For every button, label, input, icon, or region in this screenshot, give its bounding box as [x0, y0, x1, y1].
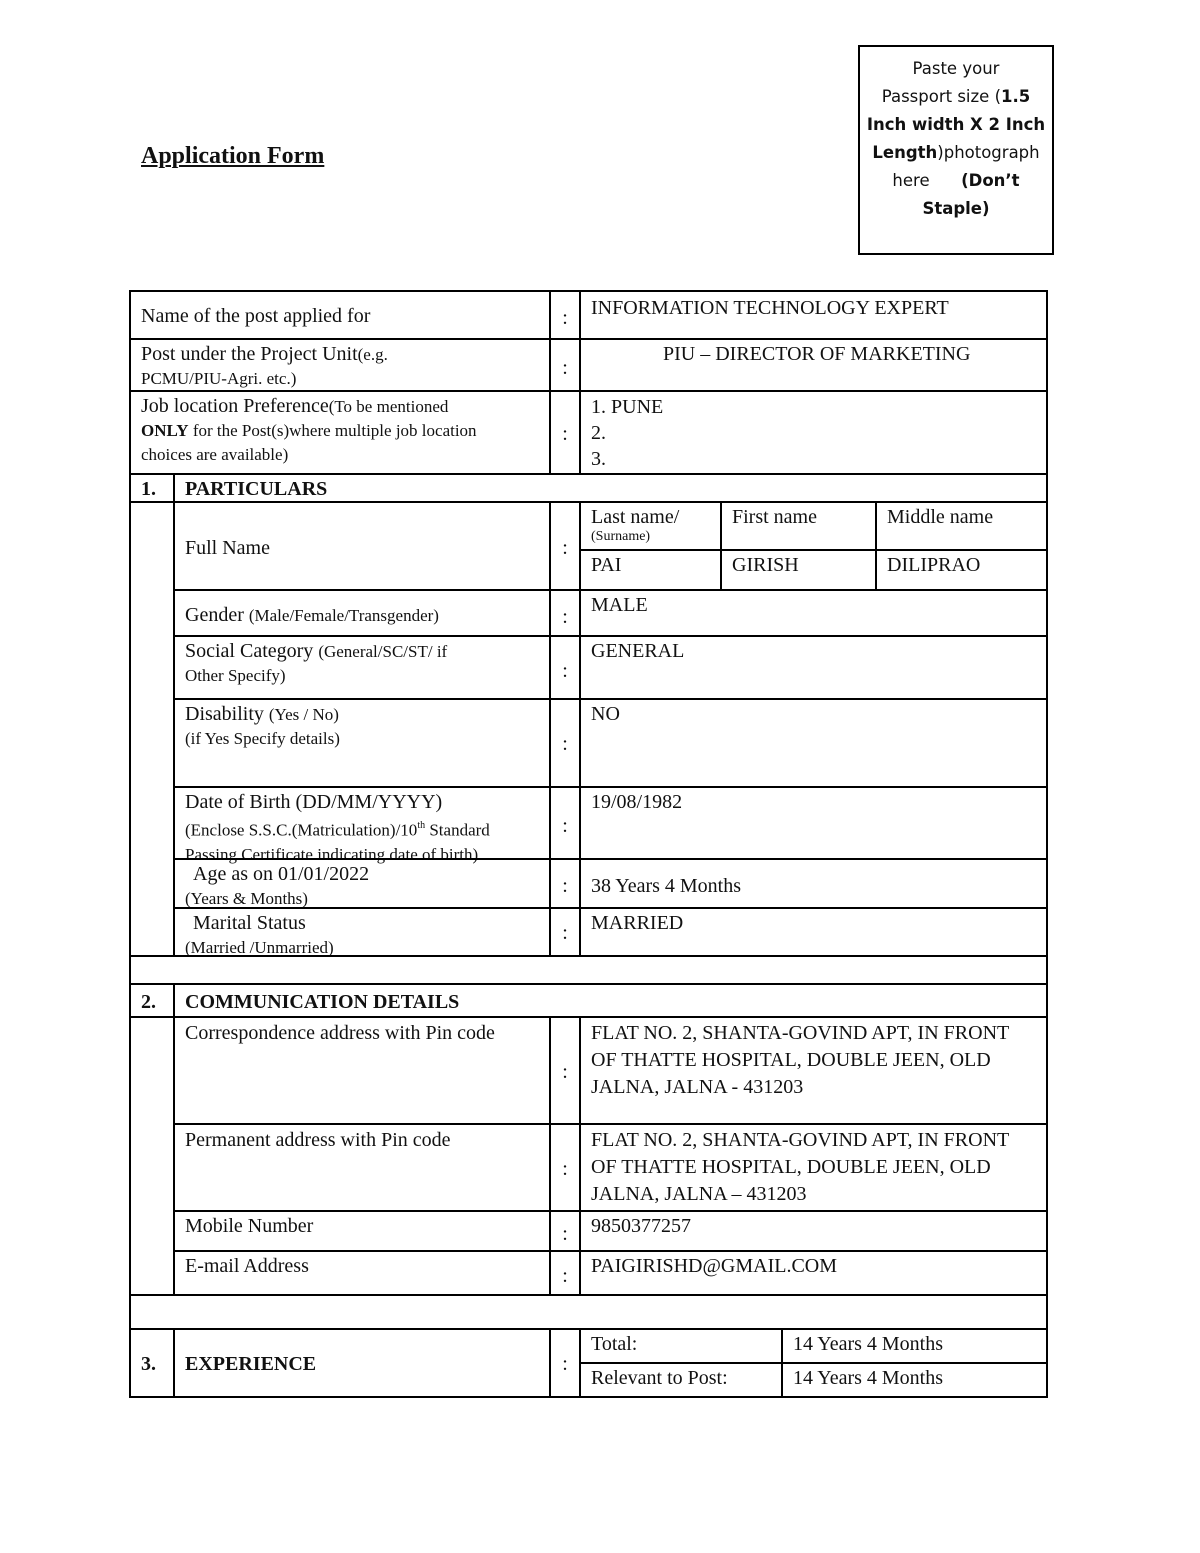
- experience-relevant-label: Relevant to Post:: [579, 1362, 783, 1398]
- job-location-option: 1. PUNE: [591, 396, 664, 418]
- experience-relevant-value: 14 Years 4 Months: [781, 1362, 1048, 1398]
- section-1-title: PARTICULARS: [173, 473, 1048, 503]
- photo-text-3: Inch width X 2 Inch: [866, 115, 1046, 134]
- colon: :: [549, 390, 581, 475]
- colon: :: [549, 338, 581, 392]
- middle-name-value: DILIPRAO: [875, 549, 1048, 591]
- colon: :: [549, 1250, 581, 1296]
- colon: :: [549, 1123, 581, 1212]
- mobile-value: 9850377257: [579, 1210, 1048, 1252]
- colon: :: [549, 698, 581, 788]
- section-1-number: 1.: [129, 473, 175, 503]
- colon: :: [549, 501, 581, 591]
- job-location-options: [579, 390, 1048, 475]
- photo-text-5a: here: [892, 171, 930, 190]
- post-value: INFORMATION TECHNOLOGY EXPERT: [579, 290, 1048, 340]
- marital-status-value: MARRIED: [579, 907, 1048, 957]
- section-1-margin: [129, 501, 175, 957]
- email-label: E-mail Address: [173, 1250, 551, 1296]
- job-location-option: 2.: [591, 422, 606, 444]
- gender-value: MALE: [579, 589, 1048, 637]
- spacer-row: [129, 1294, 1048, 1330]
- correspondence-address-label: Correspondence address with Pin code: [173, 1016, 551, 1125]
- project-unit-label: Post under the Project Unit(e.g. PCMU/PIU-Agri. etc.): [129, 338, 551, 392]
- spacer-row: [129, 955, 1048, 985]
- full-name-label: Full Name: [173, 501, 551, 591]
- colon: :: [549, 858, 581, 909]
- section-2-title: COMMUNICATION DETAILS: [173, 983, 1048, 1018]
- photo-text-6: Staple): [922, 199, 990, 218]
- permanent-address-label: Permanent address with Pin code: [173, 1123, 551, 1212]
- colon: :: [549, 1210, 581, 1252]
- colon: :: [549, 786, 581, 860]
- section-2-margin: [129, 1016, 175, 1296]
- social-category-label: Social Category (General/SC/ST/ if Other Specify): [173, 635, 551, 700]
- section-3-number: 3.: [129, 1328, 175, 1398]
- social-category-value: GENERAL: [579, 635, 1048, 700]
- age-value: 38 Years 4 Months: [579, 858, 1048, 909]
- colon: :: [549, 635, 581, 700]
- photo-text-1: Paste your: [912, 59, 1000, 78]
- colon: :: [549, 907, 581, 957]
- disability-value: NO: [579, 698, 1048, 788]
- section-2-number: 2.: [129, 983, 175, 1018]
- mobile-label: Mobile Number: [173, 1210, 551, 1252]
- gender-label: Gender (Male/Female/Transgender): [173, 589, 551, 637]
- photo-text-5b: (Don’t: [961, 171, 1020, 190]
- email-value: PAIGIRISHD@GMAIL.COM: [579, 1250, 1048, 1296]
- section-3-title: EXPERIENCE: [173, 1328, 551, 1398]
- first-name-value: GIRISH: [720, 549, 877, 591]
- correspondence-address-value: FLAT NO. 2, SHANTA-GOVIND APT, IN FRONT OF THATTE HOSPITAL, DOUBLE JEEN, OLD JALNA, JALNA - 431203: [579, 1016, 1048, 1125]
- colon: :: [549, 1016, 581, 1125]
- last-name-value: PAI: [579, 549, 722, 591]
- middle-name-header: Middle name: [875, 501, 1048, 551]
- last-name-header: Last name/ (Surname): [579, 501, 722, 551]
- permanent-address-value: FLAT NO. 2, SHANTA-GOVIND APT, IN FRONT OF THATTE HOSPITAL, DOUBLE JEEN, OLD JALNA, JALNA – 431203: [579, 1123, 1048, 1212]
- photo-text-2b: 1.5: [1001, 87, 1031, 106]
- experience-total-value: 14 Years 4 Months: [781, 1328, 1048, 1364]
- colon: :: [549, 589, 581, 637]
- post-label: Name of the post applied for: [129, 290, 551, 340]
- marital-status-label: Marital Status (Married /Unmarried): [173, 907, 551, 957]
- experience-total-label: Total:: [579, 1328, 783, 1364]
- photo-text-4a: Length: [872, 143, 938, 162]
- photo-placeholder-box: [858, 45, 1054, 255]
- project-unit-value: PIU – DIRECTOR OF MARKETING: [579, 338, 1048, 392]
- job-location-label: Job location Preference(To be mentioned ONLY for the Post(s)where multiple job location choices are available): [129, 390, 551, 475]
- colon: :: [549, 1328, 581, 1398]
- first-name-header: First name: [720, 501, 877, 551]
- photo-text-4b: )photograph: [937, 143, 1040, 162]
- page-title: Application Form: [141, 143, 325, 169]
- dob-label: Date of Birth (DD/MM/YYYY) (Enclose S.S.C.(Matriculation)/10th Standard Passing Certificate indicating date of birth): [173, 786, 551, 860]
- dob-value: 19/08/1982: [579, 786, 1048, 860]
- job-location-option: 3.: [591, 448, 606, 470]
- photo-text-2a: Passport size (: [881, 87, 1002, 106]
- age-label: Age as on 01/01/2022 (Years & Months): [173, 858, 551, 909]
- colon: :: [549, 290, 581, 340]
- disability-label: Disability (Yes / No) (if Yes Specify details): [173, 698, 551, 788]
